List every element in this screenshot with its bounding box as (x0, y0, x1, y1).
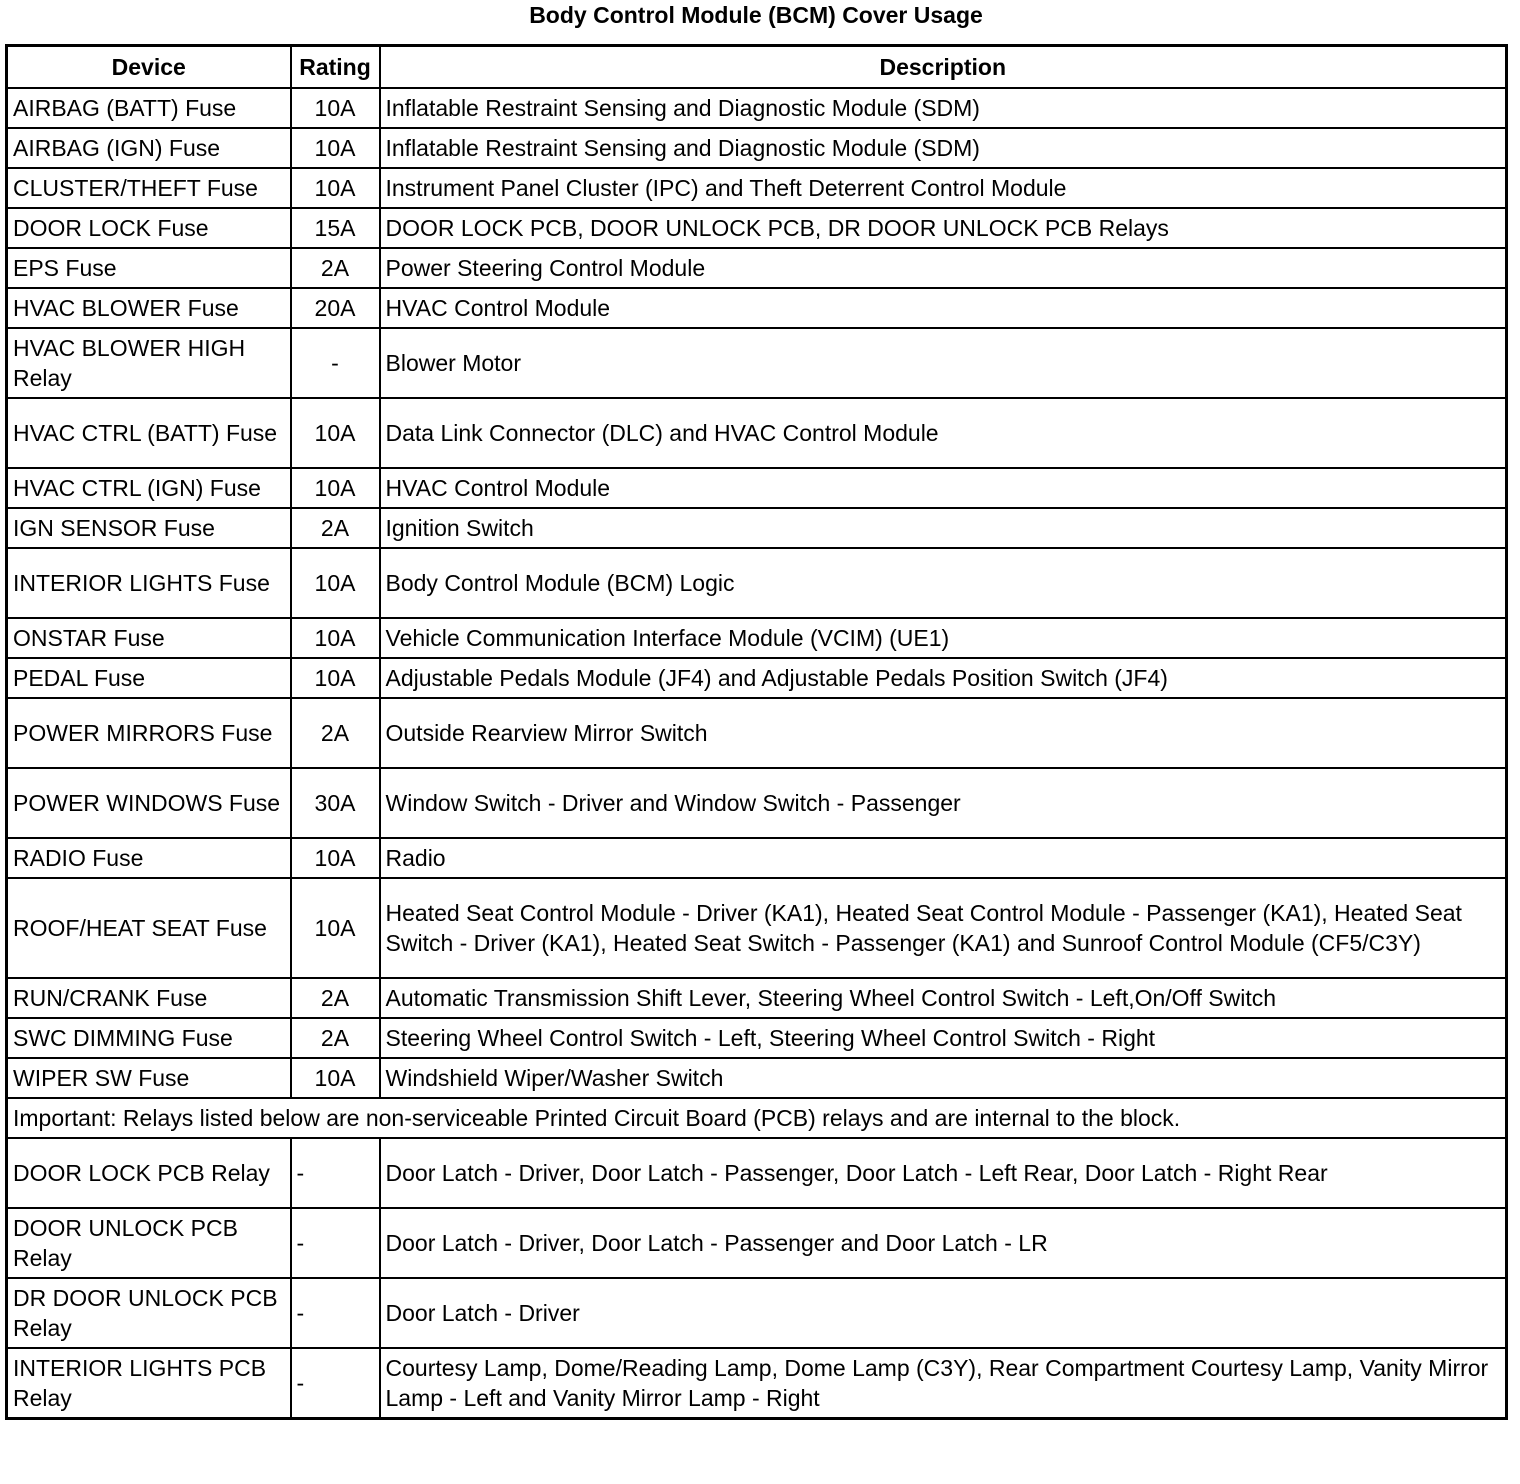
description-cell: Automatic Transmission Shift Lever, Steering Wheel Control Switch - Left,On/Off Switch (380, 978, 1507, 1018)
table-row (7, 248, 1507, 288)
rating-cell: - (291, 1138, 380, 1208)
note-row (7, 1098, 1507, 1138)
device-cell: ROOF/HEAT SEAT Fuse (7, 878, 291, 978)
table-row (7, 128, 1507, 168)
rating-cell: 2A (291, 698, 380, 768)
table-row (7, 1018, 1507, 1058)
rating-cell: 10A (291, 1058, 380, 1098)
table-row (7, 328, 1507, 398)
device-cell: PEDAL Fuse (7, 658, 291, 698)
description-cell: Data Link Connector (DLC) and HVAC Control Module (380, 398, 1507, 468)
device-cell: CLUSTER/THEFT Fuse (7, 168, 291, 208)
rating-cell: 30A (291, 768, 380, 838)
description-cell: Instrument Panel Cluster (IPC) and Theft Deterrent Control Module (380, 168, 1507, 208)
rating-cell: - (291, 1208, 380, 1278)
rating-cell: 20A (291, 288, 380, 328)
device-cell: RUN/CRANK Fuse (7, 978, 291, 1018)
table-row (7, 768, 1507, 838)
device-cell: EPS Fuse (7, 248, 291, 288)
description-cell: Power Steering Control Module (380, 248, 1507, 288)
rating-cell: - (291, 1278, 380, 1348)
device-cell: DOOR UNLOCK PCB Relay (7, 1208, 291, 1278)
description-cell: Radio (380, 838, 1507, 878)
rating-cell: 2A (291, 508, 380, 548)
rating-cell: 10A (291, 878, 380, 978)
column-header-description: Description (380, 46, 1507, 89)
description-cell: Door Latch - Driver (380, 1278, 1507, 1348)
rating-cell: 10A (291, 88, 380, 128)
description-cell: Ignition Switch (380, 508, 1507, 548)
table-row (7, 1278, 1507, 1348)
important-note: Important: Relays listed below are non-serviceable Printed Circuit Board (PCB) relays and are internal to the block. (7, 1098, 1507, 1138)
rating-cell: - (291, 328, 380, 398)
rating-cell: 10A (291, 548, 380, 618)
device-cell: DOOR LOCK Fuse (7, 208, 291, 248)
table-row (7, 1058, 1507, 1098)
description-cell: Body Control Module (BCM) Logic (380, 548, 1507, 618)
rating-cell: 10A (291, 618, 380, 658)
description-cell: Outside Rearview Mirror Switch (380, 698, 1507, 768)
rating-cell: 10A (291, 468, 380, 508)
device-cell: DOOR LOCK PCB Relay (7, 1138, 291, 1208)
description-cell: DOOR LOCK PCB, DOOR UNLOCK PCB, DR DOOR UNLOCK PCB Relays (380, 208, 1507, 248)
description-cell: Inflatable Restraint Sensing and Diagnostic Module (SDM) (380, 128, 1507, 168)
device-cell: INTERIOR LIGHTS PCB Relay (7, 1348, 291, 1419)
rating-cell: 2A (291, 1018, 380, 1058)
description-cell: Blower Motor (380, 328, 1507, 398)
table-row (7, 208, 1507, 248)
description-cell: Heated Seat Control Module - Driver (KA1), Heated Seat Control Module - Passenger (KA1), Heated Seat Switch - Driver (KA1), Heated Seat Switch - Passenger (KA1) and Sunroof Control Module (CF5/C3Y) (380, 878, 1507, 978)
rating-cell: 10A (291, 658, 380, 698)
device-cell: AIRBAG (IGN) Fuse (7, 128, 291, 168)
rating-cell: 10A (291, 398, 380, 468)
device-cell: INTERIOR LIGHTS Fuse (7, 548, 291, 618)
device-cell: SWC DIMMING Fuse (7, 1018, 291, 1058)
rating-cell: 2A (291, 248, 380, 288)
table-row (7, 878, 1507, 978)
table-row (7, 658, 1507, 698)
rating-cell: 10A (291, 168, 380, 208)
rating-cell: 10A (291, 838, 380, 878)
description-cell: Vehicle Communication Interface Module (VCIM) (UE1) (380, 618, 1507, 658)
device-cell: ONSTAR Fuse (7, 618, 291, 658)
rating-cell: 2A (291, 978, 380, 1018)
rating-cell: - (291, 1348, 380, 1419)
table-row (7, 1348, 1507, 1419)
table-row (7, 508, 1507, 548)
table-row (7, 978, 1507, 1018)
table-row (7, 168, 1507, 208)
table-row (7, 288, 1507, 328)
device-cell: WIPER SW Fuse (7, 1058, 291, 1098)
device-cell: RADIO Fuse (7, 838, 291, 878)
table-row (7, 548, 1507, 618)
device-cell: IGN SENSOR Fuse (7, 508, 291, 548)
description-cell: Courtesy Lamp, Dome/Reading Lamp, Dome Lamp (C3Y), Rear Compartment Courtesy Lamp, Vanity Mirror Lamp - Left and Vanity Mirror Lamp - Right (380, 1348, 1507, 1419)
table-row (7, 618, 1507, 658)
table-row (7, 468, 1507, 508)
column-header-rating: Rating (291, 46, 380, 89)
description-cell: Windshield Wiper/Washer Switch (380, 1058, 1507, 1098)
table-row (7, 1208, 1507, 1278)
table-header-row (7, 46, 1507, 89)
table-row (7, 1138, 1507, 1208)
page-title: Body Control Module (BCM) Cover Usage (529, 2, 983, 28)
table-row (7, 698, 1507, 768)
device-cell: AIRBAG (BATT) Fuse (7, 88, 291, 128)
table-row (7, 398, 1507, 468)
rating-cell: 10A (291, 128, 380, 168)
description-cell: Adjustable Pedals Module (JF4) and Adjustable Pedals Position Switch (JF4) (380, 658, 1507, 698)
device-cell: POWER WINDOWS Fuse (7, 768, 291, 838)
device-cell: DR DOOR UNLOCK PCB Relay (7, 1278, 291, 1348)
description-cell: Steering Wheel Control Switch - Left, Steering Wheel Control Switch - Right (380, 1018, 1507, 1058)
device-cell: HVAC BLOWER HIGH Relay (7, 328, 291, 398)
description-cell: Door Latch - Driver, Door Latch - Passenger and Door Latch - LR (380, 1208, 1507, 1278)
description-cell: Window Switch - Driver and Window Switch - Passenger (380, 768, 1507, 838)
device-cell: HVAC CTRL (IGN) Fuse (7, 468, 291, 508)
table-row (7, 88, 1507, 128)
description-cell: HVAC Control Module (380, 288, 1507, 328)
device-cell: POWER MIRRORS Fuse (7, 698, 291, 768)
device-cell: HVAC CTRL (BATT) Fuse (7, 398, 291, 468)
column-header-device: Device (7, 46, 291, 89)
table-row (7, 838, 1507, 878)
description-cell: HVAC Control Module (380, 468, 1507, 508)
bcm-cover-usage-table (5, 44, 1508, 1420)
device-cell: HVAC BLOWER Fuse (7, 288, 291, 328)
description-cell: Inflatable Restraint Sensing and Diagnostic Module (SDM) (380, 88, 1507, 128)
description-cell: Door Latch - Driver, Door Latch - Passenger, Door Latch - Left Rear, Door Latch - Right Rear (380, 1138, 1507, 1208)
rating-cell: 15A (291, 208, 380, 248)
